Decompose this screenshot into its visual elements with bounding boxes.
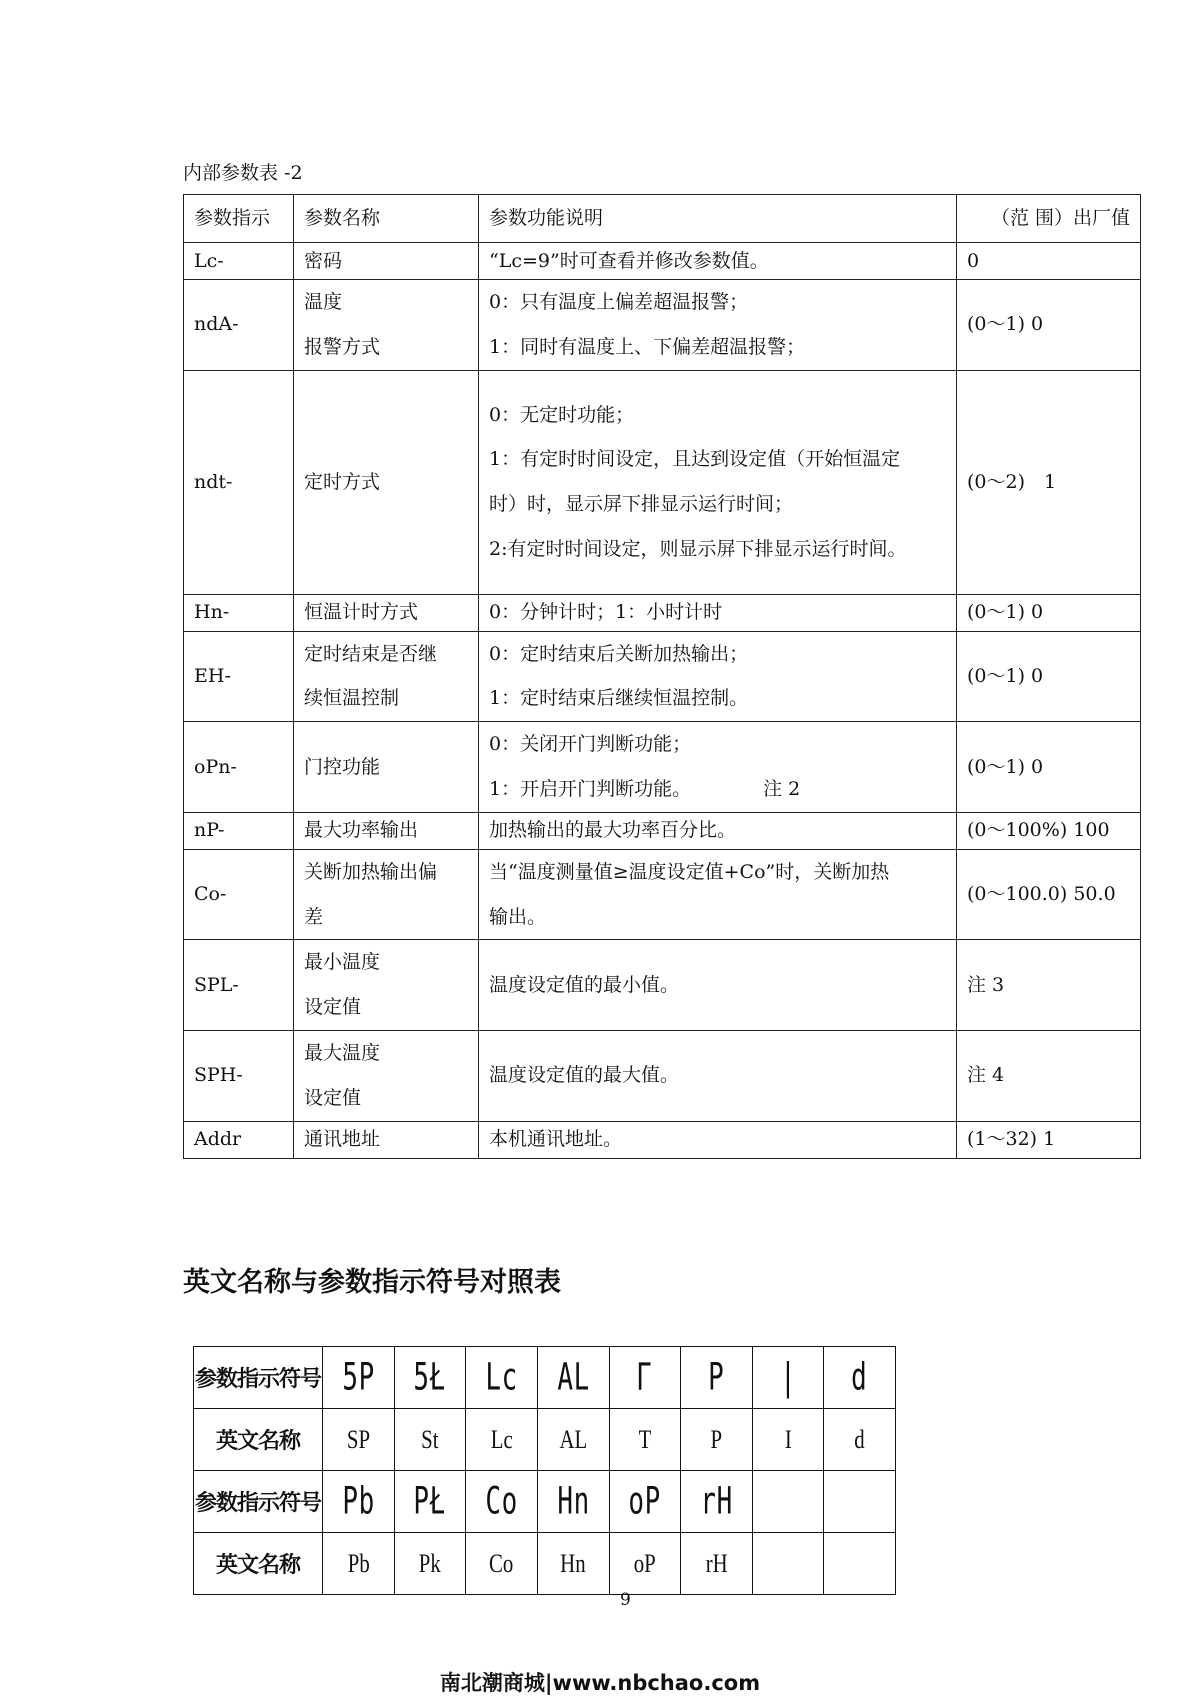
symbol-cell bbox=[323, 1471, 395, 1533]
param-description bbox=[479, 370, 957, 594]
symbol-cell bbox=[681, 1471, 753, 1533]
symbol-row bbox=[194, 1347, 896, 1409]
param-name-line: 定时结束是否继 bbox=[304, 642, 438, 665]
symbol-cell bbox=[323, 1347, 395, 1409]
param-range-default: 注 4 bbox=[957, 1030, 1141, 1121]
symbol-cell bbox=[824, 1347, 896, 1409]
symbol-cell bbox=[466, 1471, 538, 1533]
symbol-cell bbox=[466, 1347, 538, 1409]
description-text: 温度设定值的最大值。 bbox=[489, 1064, 680, 1087]
param-description-line bbox=[489, 1122, 946, 1157]
english-row bbox=[194, 1533, 896, 1595]
table-row bbox=[184, 243, 1141, 280]
param-range-default: (0～1) 0 bbox=[957, 280, 1141, 371]
header-range: （范 围）出厂值 bbox=[957, 195, 1141, 243]
row-label: 英文名称 bbox=[194, 1409, 323, 1471]
english-name-cell bbox=[466, 1409, 538, 1471]
param-description bbox=[479, 1030, 957, 1121]
description-text: “Lc=9”时可查看并修改参数值。 bbox=[489, 249, 769, 272]
param-name-line: 报警方式 bbox=[304, 335, 381, 358]
symbol-cell bbox=[752, 1347, 824, 1409]
param-name-line: 门控功能 bbox=[304, 755, 381, 778]
param-name-line: 关断加热输出偏 bbox=[304, 860, 438, 883]
english-name: rH bbox=[705, 1548, 728, 1578]
segment-symbol: rH bbox=[700, 1479, 733, 1524]
table-row bbox=[184, 940, 1141, 1031]
description-text: 0：分钟计时；1：小时计时 bbox=[489, 601, 723, 624]
row-label: 参数指示符号 bbox=[194, 1471, 323, 1533]
english-name: Lc bbox=[490, 1424, 513, 1454]
english-name-cell bbox=[323, 1533, 395, 1595]
param-description-line bbox=[489, 244, 946, 279]
param-range-default: (0～100%) 100 bbox=[957, 812, 1141, 849]
param-name-line: 最小温度 bbox=[304, 951, 381, 974]
english-name: Hn bbox=[560, 1548, 586, 1578]
english-name-cell bbox=[466, 1533, 538, 1595]
param-description-line bbox=[489, 482, 946, 527]
english-row bbox=[194, 1409, 896, 1471]
segment-symbol: Lc bbox=[485, 1355, 518, 1400]
symbol-cell bbox=[394, 1347, 466, 1409]
param-description-line bbox=[489, 632, 946, 677]
param-description bbox=[479, 1121, 957, 1158]
english-name: I bbox=[784, 1424, 792, 1454]
param-range-default: (0～1) 0 bbox=[957, 631, 1141, 722]
param-name bbox=[294, 1030, 479, 1121]
english-name-cell bbox=[394, 1409, 466, 1471]
param-name-line: 密码 bbox=[304, 249, 343, 272]
param-name-line: 设定值 bbox=[304, 1086, 362, 1109]
table-caption: 内部参数表 -2 bbox=[183, 162, 303, 184]
english-name-cell bbox=[824, 1409, 896, 1471]
english-name: St bbox=[421, 1424, 439, 1454]
param-code: Hn- bbox=[184, 594, 294, 631]
param-description bbox=[479, 594, 957, 631]
segment-symbol: 5P bbox=[341, 1355, 375, 1400]
english-name: P bbox=[710, 1424, 723, 1454]
param-range-default: (0～1) 0 bbox=[957, 594, 1141, 631]
table-row bbox=[184, 849, 1141, 940]
param-name-line: 温度 bbox=[304, 291, 343, 313]
site-footer: 南北潮商城|www.nbchao.com bbox=[439, 1671, 761, 1695]
param-description-line bbox=[489, 676, 946, 721]
param-name-line: 恒温计时方式 bbox=[304, 601, 419, 624]
segment-symbol: P bbox=[708, 1355, 725, 1400]
segment-symbol: Г bbox=[636, 1355, 653, 1400]
row-label: 英文名称 bbox=[194, 1533, 323, 1595]
param-description bbox=[479, 812, 957, 849]
description-text: 1：定时结束后继续恒温控制。 bbox=[489, 687, 749, 710]
english-name-cell bbox=[394, 1533, 466, 1595]
param-range-default: (0～1) 0 bbox=[957, 722, 1141, 813]
segment-symbol: Co bbox=[485, 1479, 518, 1524]
param-description-line bbox=[489, 1058, 946, 1093]
description-text: 加热输出的最大功率百分比。 bbox=[489, 819, 737, 842]
param-code: EH- bbox=[184, 631, 294, 722]
table-row bbox=[184, 594, 1141, 631]
param-description-line bbox=[489, 968, 946, 1003]
description-text: 0：定时结束后关断加热输出； bbox=[489, 642, 749, 665]
param-description-line bbox=[489, 280, 946, 325]
param-name-line: 定时方式 bbox=[304, 470, 381, 493]
param-name bbox=[294, 631, 479, 722]
english-name: SP bbox=[346, 1424, 370, 1454]
segment-symbol: AL bbox=[556, 1355, 590, 1400]
param-code: nP- bbox=[184, 812, 294, 849]
param-description bbox=[479, 940, 957, 1031]
description-text: 0：只有温度上偏差超温报警； bbox=[489, 291, 749, 313]
header-name: 参数名称 bbox=[294, 195, 479, 243]
english-name-cell bbox=[681, 1409, 753, 1471]
param-range-default: (0～100.0) 50.0 bbox=[957, 849, 1141, 940]
param-description-line bbox=[489, 813, 946, 848]
english-name: Pk bbox=[418, 1548, 441, 1578]
param-description-line bbox=[489, 325, 946, 370]
param-description bbox=[479, 280, 957, 371]
description-text: 1：有定时时间设定，且达到设定值（开始恒温定 bbox=[489, 448, 901, 471]
english-name-cell bbox=[681, 1533, 753, 1595]
segment-symbol: 5Ł bbox=[413, 1355, 447, 1400]
english-name: T bbox=[638, 1424, 652, 1454]
description-text: 1：开启开门判断功能。 bbox=[489, 777, 692, 800]
param-description bbox=[479, 631, 957, 722]
symbol-table bbox=[193, 1346, 896, 1595]
symbol-cell bbox=[537, 1471, 609, 1533]
param-description-line bbox=[489, 722, 946, 767]
row-label: 参数指示符号 bbox=[194, 1347, 323, 1409]
param-name-line: 续恒温控制 bbox=[304, 687, 400, 710]
english-name-cell bbox=[537, 1533, 609, 1595]
param-name-line: 通讯地址 bbox=[304, 1128, 381, 1151]
symbol-cell bbox=[609, 1347, 681, 1409]
header-desc: 参数功能说明 bbox=[479, 195, 957, 243]
param-description-line bbox=[489, 393, 946, 438]
segment-symbol: Pb bbox=[341, 1479, 375, 1524]
english-name-cell bbox=[537, 1409, 609, 1471]
param-code: Lc- bbox=[184, 243, 294, 280]
symbol-cell bbox=[394, 1471, 466, 1533]
param-code: ndA- bbox=[184, 280, 294, 371]
footnote-ref: 注 2 bbox=[763, 777, 801, 800]
english-name-cell bbox=[609, 1533, 681, 1595]
symbol-row bbox=[194, 1471, 896, 1533]
description-text: 1：同时有温度上、下偏差超温报警； bbox=[489, 335, 806, 358]
page-number: 9 bbox=[620, 1590, 631, 1610]
param-code: ndt- bbox=[184, 370, 294, 594]
param-description-line bbox=[489, 850, 946, 895]
english-name-cell bbox=[752, 1533, 824, 1595]
table-row bbox=[184, 370, 1141, 594]
param-description bbox=[479, 722, 957, 813]
param-name bbox=[294, 243, 479, 280]
header-code: 参数指示 bbox=[184, 195, 294, 243]
table-row bbox=[184, 1030, 1141, 1121]
description-text: 当“温度测量值≥温度设定值+Co”时，关断加热 bbox=[489, 860, 890, 883]
segment-symbol: oP bbox=[628, 1479, 662, 1524]
description-text: 温度设定值的最小值。 bbox=[489, 973, 680, 996]
param-name bbox=[294, 722, 479, 813]
param-range-default: 注 3 bbox=[957, 940, 1141, 1031]
param-name-line: 最大温度 bbox=[304, 1041, 381, 1064]
english-name: oP bbox=[633, 1548, 656, 1578]
description-text: 时）时，显示屏下排显示运行时间； bbox=[489, 493, 794, 516]
param-description bbox=[479, 243, 957, 280]
internal-params-table bbox=[183, 194, 1141, 1159]
english-name: Pb bbox=[347, 1548, 370, 1578]
description-text: 本机通讯地址。 bbox=[489, 1128, 623, 1151]
symbol-cell bbox=[681, 1347, 753, 1409]
param-description-line bbox=[489, 895, 946, 940]
param-code: oPn- bbox=[184, 722, 294, 813]
param-description-line bbox=[489, 527, 946, 572]
param-name-line: 设定值 bbox=[304, 996, 362, 1019]
english-name: AL bbox=[559, 1424, 588, 1454]
param-range-default: (1～32) 1 bbox=[957, 1121, 1141, 1158]
english-name: d bbox=[854, 1424, 865, 1454]
symbol-cell bbox=[537, 1347, 609, 1409]
segment-symbol: PŁ bbox=[413, 1479, 447, 1524]
param-name-line: 差 bbox=[304, 905, 324, 928]
english-name-cell bbox=[752, 1409, 824, 1471]
segment-symbol: | bbox=[779, 1355, 797, 1400]
english-name: Co bbox=[489, 1548, 514, 1578]
param-range-default: (0～2) 1 bbox=[957, 370, 1141, 594]
english-name-cell bbox=[323, 1409, 395, 1471]
table-row bbox=[184, 280, 1141, 371]
description-text: 0：无定时功能； bbox=[489, 403, 635, 426]
param-name bbox=[294, 280, 479, 371]
param-name-line: 最大功率输出 bbox=[304, 819, 419, 842]
segment-symbol: Hn bbox=[556, 1479, 590, 1524]
description-text: 0：关闭开门判断功能； bbox=[489, 733, 692, 756]
param-code: SPL- bbox=[184, 940, 294, 1031]
param-description bbox=[479, 849, 957, 940]
description-text: 2:有定时时间设定，则显示屏下排显示运行时间。 bbox=[489, 537, 907, 560]
table-row bbox=[184, 722, 1141, 813]
param-name bbox=[294, 1121, 479, 1158]
symbol-cell bbox=[752, 1471, 824, 1533]
param-name bbox=[294, 940, 479, 1031]
param-code: Addr bbox=[184, 1121, 294, 1158]
param-code: Co- bbox=[184, 849, 294, 940]
table-row bbox=[184, 1121, 1141, 1158]
table-row bbox=[184, 631, 1141, 722]
description-text: 输出。 bbox=[489, 905, 547, 928]
param-description-line bbox=[489, 595, 946, 630]
symbol-cell bbox=[824, 1471, 896, 1533]
symbol-cell bbox=[609, 1471, 681, 1533]
table-row bbox=[184, 812, 1141, 849]
param-range-default: 0 bbox=[957, 243, 1141, 280]
param-name bbox=[294, 812, 479, 849]
param-name bbox=[294, 849, 479, 940]
param-description-line bbox=[489, 767, 946, 812]
section-title: 英文名称与参数指示符号对照表 bbox=[183, 1267, 561, 1298]
english-name-cell bbox=[609, 1409, 681, 1471]
segment-symbol: d bbox=[851, 1355, 868, 1400]
param-name bbox=[294, 370, 479, 594]
english-name-cell bbox=[824, 1533, 896, 1595]
param-description-line bbox=[489, 437, 946, 482]
param-code: SPH- bbox=[184, 1030, 294, 1121]
param-name bbox=[294, 594, 479, 631]
table-header-row bbox=[184, 195, 1141, 243]
